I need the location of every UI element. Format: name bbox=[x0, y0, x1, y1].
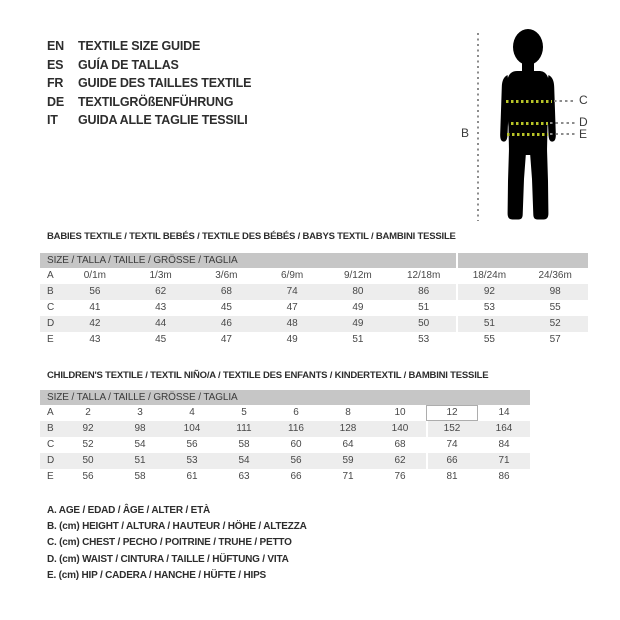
table-cell: 58 bbox=[238, 439, 250, 450]
table-cell: 68 bbox=[220, 286, 232, 297]
table-cell: 53 bbox=[483, 302, 495, 313]
row-label: D bbox=[47, 318, 55, 329]
table-cell: 92 bbox=[483, 286, 495, 297]
children-size-table bbox=[40, 390, 530, 485]
legend-item-waist: D. (cm) WAIST / CINTURA / TAILLE / HÜFTUNG / VITA bbox=[47, 553, 289, 565]
size-header-band: SIZE / TALLA / TAILLE / GRÖSSE / TAGLIA bbox=[40, 253, 588, 268]
row-label: D bbox=[47, 455, 55, 466]
height-label: B bbox=[461, 126, 470, 140]
table-cell: 41 bbox=[89, 302, 101, 313]
table-cell: 57 bbox=[549, 334, 561, 345]
legend-item-age: A. AGE / EDAD / ÂGE / ALTER / ETÀ bbox=[47, 505, 211, 516]
table-cell: 60 bbox=[290, 439, 302, 450]
table-cell: 68 bbox=[394, 439, 406, 450]
table-cell: 55 bbox=[549, 302, 561, 313]
table-row bbox=[40, 268, 588, 284]
table-cell: 140 bbox=[391, 423, 409, 434]
size-header-band: SIZE / TALLA / TAILLE / GRÖSSE / TAGLIA bbox=[40, 390, 530, 405]
babies-size-table bbox=[40, 253, 588, 348]
table-cell: 10 bbox=[394, 407, 406, 418]
table-cell: 49 bbox=[352, 318, 364, 329]
row-label: E bbox=[47, 471, 54, 482]
table-cell: 66 bbox=[446, 455, 458, 466]
language-code: IT bbox=[47, 113, 58, 127]
table-cell: 6/9m bbox=[281, 270, 304, 281]
highlighted-size-cell: 12 bbox=[426, 405, 478, 421]
row-label: C bbox=[47, 302, 55, 313]
table-cell: 84 bbox=[498, 439, 510, 450]
table-cell: 2 bbox=[85, 407, 91, 418]
table-cell: 66 bbox=[290, 471, 302, 482]
legend-item-chest: C. (cm) CHEST / PECHO / POITRINE / TRUHE / PETTO bbox=[47, 537, 292, 549]
hip-dotted-line bbox=[507, 133, 548, 136]
table-cell: 53 bbox=[418, 334, 430, 345]
table-row bbox=[40, 284, 588, 300]
table-cell: 51 bbox=[134, 455, 146, 466]
language-code: ES bbox=[47, 57, 64, 72]
language-title: GUIDE DES TAILLES TEXTILE bbox=[78, 76, 252, 90]
table-cell: 9/12m bbox=[343, 270, 372, 281]
child-silhouette-icon bbox=[499, 29, 557, 222]
table-cell: 58 bbox=[134, 471, 146, 482]
waist-dotted-line bbox=[511, 122, 548, 125]
table-cell: 59 bbox=[342, 455, 354, 466]
language-title: TEXTILE SIZE GUIDE bbox=[78, 39, 201, 53]
hip-label: E bbox=[579, 127, 588, 141]
table-cell: 6 bbox=[293, 407, 299, 418]
table-row bbox=[40, 437, 530, 453]
table-cell: 18/24m bbox=[472, 270, 507, 281]
row-label: A bbox=[47, 407, 54, 418]
children-table-title: CHILDREN'S TEXTILE / TEXTIL NIÑO/A / TEXTILE DES ENFANTS / KINDERTEXTIL / BAMBINI TESSILE bbox=[47, 370, 489, 381]
table-cell: 76 bbox=[394, 471, 406, 482]
table-cell: 14 bbox=[498, 407, 510, 418]
table-cell: 86 bbox=[498, 471, 510, 482]
table-cell: 56 bbox=[89, 286, 101, 297]
hip-leader-line bbox=[550, 133, 576, 135]
table-cell: 3/6m bbox=[215, 270, 238, 281]
row-label: E bbox=[47, 334, 54, 345]
table-cell: 8 bbox=[345, 407, 351, 418]
table-cell: 56 bbox=[186, 439, 198, 450]
table-cell: 71 bbox=[498, 455, 510, 466]
table-cell: 24/36m bbox=[538, 270, 572, 281]
table-cell: 50 bbox=[82, 455, 94, 466]
chest-label: C bbox=[579, 93, 588, 107]
table-cell: 64 bbox=[342, 439, 354, 450]
table-cell: 5 bbox=[241, 407, 247, 418]
row-label: C bbox=[47, 439, 55, 450]
table-cell: 50 bbox=[418, 318, 430, 329]
row-label: A bbox=[47, 270, 54, 281]
table-cell: 3 bbox=[137, 407, 143, 418]
table-cell: 164 bbox=[495, 423, 513, 434]
language-code: FR bbox=[47, 76, 64, 90]
chest-leader-line bbox=[554, 100, 576, 102]
table-cell: 44 bbox=[155, 318, 167, 329]
babies-table-title: BABIES TEXTILE / TEXTIL BEBÉS / TEXTILE DES BÉBÉS / BABYS TEXTIL / BAMBINI TESSILE bbox=[47, 231, 456, 242]
waist-leader-line bbox=[550, 122, 576, 124]
row-label: B bbox=[47, 286, 54, 297]
table-row bbox=[40, 469, 530, 485]
language-code: EN bbox=[47, 39, 64, 53]
table-row bbox=[40, 332, 588, 348]
chest-dotted-line bbox=[506, 100, 552, 103]
column-separator bbox=[456, 253, 458, 348]
table-cell: 74 bbox=[286, 286, 298, 297]
table-cell: 81 bbox=[446, 471, 458, 482]
table-cell: 152 bbox=[443, 423, 461, 434]
table-cell: 42 bbox=[89, 318, 101, 329]
legend-item-hip: E. (cm) HIP / CADERA / HANCHE / HÜFTE / HIPS bbox=[47, 569, 267, 581]
table-cell: 1/3m bbox=[149, 270, 172, 281]
table-cell: 49 bbox=[286, 334, 298, 345]
table-cell: 62 bbox=[394, 455, 406, 466]
table-row bbox=[40, 453, 530, 469]
table-cell: 56 bbox=[290, 455, 302, 466]
table-cell: 74 bbox=[446, 439, 458, 450]
table-cell: 80 bbox=[352, 286, 364, 297]
table-cell: 54 bbox=[238, 455, 250, 466]
waist-label: D bbox=[579, 115, 588, 129]
table-cell: 98 bbox=[134, 423, 146, 434]
language-title: TEXTILGRÖßENFÜHRUNG bbox=[78, 94, 234, 109]
height-dotted-line bbox=[477, 33, 479, 221]
table-cell: 12/18m bbox=[406, 270, 441, 281]
table-cell: 43 bbox=[155, 302, 167, 313]
row-label: B bbox=[47, 423, 54, 434]
column-separator bbox=[426, 421, 428, 485]
table-row bbox=[40, 316, 588, 332]
table-cell: 104 bbox=[183, 423, 201, 434]
table-cell: 116 bbox=[288, 423, 304, 434]
table-cell: 54 bbox=[134, 439, 146, 450]
table-row bbox=[40, 421, 530, 437]
table-row bbox=[40, 405, 530, 421]
table-cell: 111 bbox=[236, 423, 252, 434]
table-cell: 43 bbox=[89, 334, 101, 345]
legend-item-height: B. (cm) HEIGHT / ALTURA / HAUTEUR / HÖHE / ALTEZZA bbox=[47, 521, 307, 533]
table-cell: 51 bbox=[352, 334, 364, 345]
language-code: DE bbox=[47, 94, 64, 109]
measurement-figure bbox=[0, 0, 620, 240]
table-cell: 47 bbox=[286, 302, 298, 313]
table-cell: 49 bbox=[352, 302, 364, 313]
table-cell: 71 bbox=[342, 471, 354, 482]
table-cell: 61 bbox=[186, 471, 198, 482]
table-cell: 98 bbox=[549, 286, 561, 297]
table-row bbox=[40, 300, 588, 316]
language-title: GUIDA ALLE TAGLIE TESSILI bbox=[78, 113, 248, 127]
measurement-legend bbox=[47, 503, 307, 584]
table-cell: 62 bbox=[155, 286, 167, 297]
table-cell: 51 bbox=[418, 302, 430, 313]
table-cell: 92 bbox=[82, 423, 94, 434]
table-cell: 45 bbox=[155, 334, 167, 345]
table-cell: 4 bbox=[189, 407, 195, 418]
table-cell: 45 bbox=[220, 302, 232, 313]
table-cell: 56 bbox=[82, 471, 94, 482]
table-cell: 128 bbox=[339, 423, 357, 434]
table-cell: 48 bbox=[286, 318, 298, 329]
table-cell: 0/1m bbox=[83, 270, 106, 281]
language-title: GUÍA DE TALLAS bbox=[78, 57, 179, 72]
table-cell: 53 bbox=[186, 455, 198, 466]
table-cell: 46 bbox=[220, 318, 232, 329]
table-cell: 51 bbox=[483, 318, 495, 329]
table-cell: 86 bbox=[418, 286, 430, 297]
table-cell: 63 bbox=[238, 471, 250, 482]
table-cell: 52 bbox=[82, 439, 94, 450]
table-cell: 47 bbox=[220, 334, 232, 345]
table-cell: 52 bbox=[549, 318, 561, 329]
table-cell: 55 bbox=[483, 334, 495, 345]
